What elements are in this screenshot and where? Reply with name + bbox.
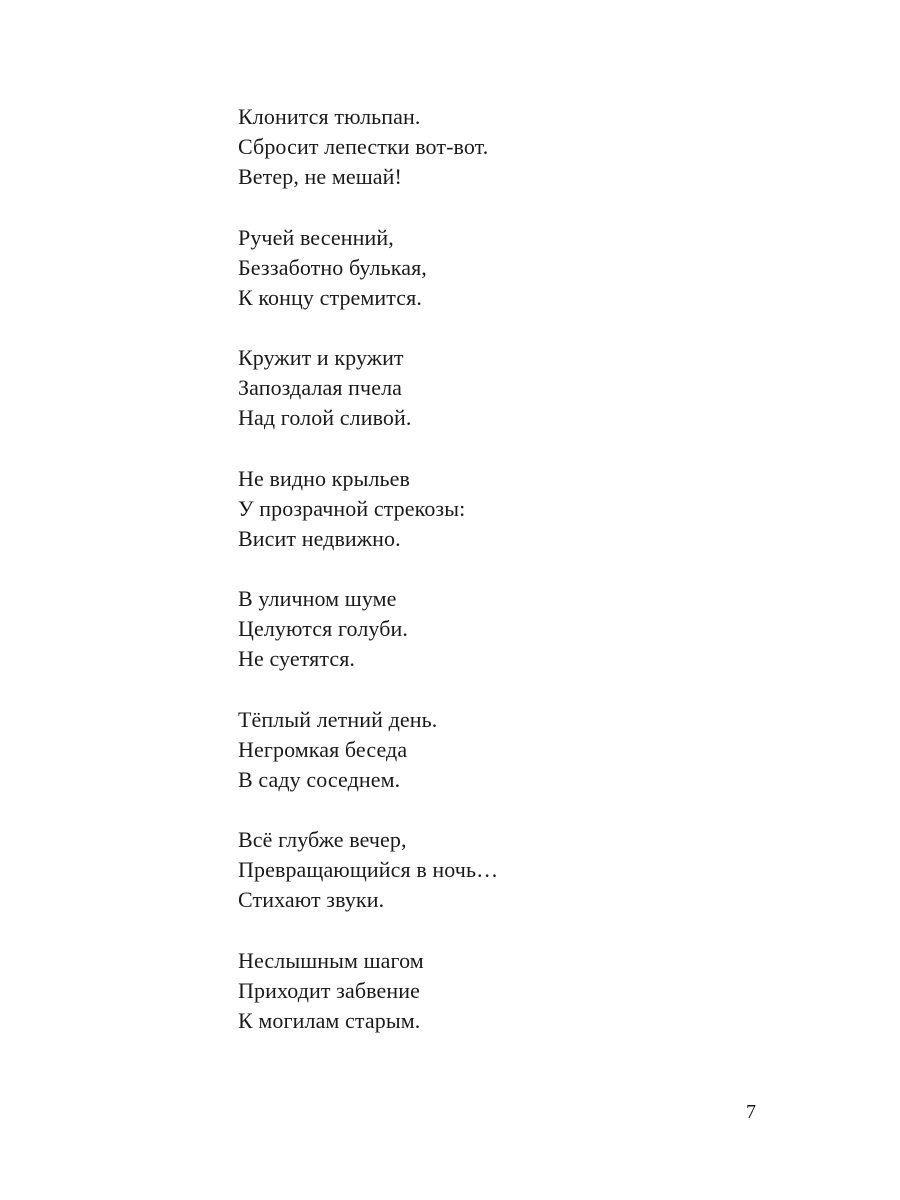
haiku-stanza-1 [238, 102, 798, 223]
poem-line: Висит недвижно. [238, 525, 401, 551]
poem-line: Кружит и кружит [238, 345, 404, 370]
poem-line: Превращающийся в ночь… [238, 857, 499, 883]
poem-line: К могилам старым. [238, 1007, 421, 1033]
poem-line: Не видно крыльев [238, 465, 411, 491]
poem-line: У прозрачной стрекозы: [238, 495, 466, 521]
poem-line: Над голой сливой. [238, 405, 412, 431]
haiku-stanza-2 [238, 223, 798, 344]
poem-line: Неслышным шагом [238, 947, 424, 973]
poem-line: В саду соседнем. [238, 766, 401, 792]
poem-line: Беззаботно булькая, [238, 254, 427, 280]
page-number: 7 [746, 1101, 756, 1123]
poem-line: К концу стремится. [238, 284, 422, 310]
poem-line: В уличном шуме [238, 586, 397, 611]
poem-line: Негромкая беседа [238, 736, 408, 762]
poem-line: Не суетятся. [238, 646, 356, 672]
haiku-stanza-8 [238, 946, 798, 1067]
poem-line: Приходит забвение [238, 977, 420, 1003]
poem-line: Тёплый летний день. [238, 706, 438, 732]
poem-line: Стихают звуки. [238, 887, 385, 913]
haiku-stanza-6 [238, 705, 798, 826]
haiku-stanza-7 [238, 825, 798, 946]
poem-line: Всё глубже вечер, [238, 827, 407, 852]
haiku-stanza-4 [238, 464, 798, 585]
haiku-collection [238, 102, 798, 1066]
poem-line: Ручей весенний, [238, 224, 394, 250]
poem-line: Клонится тюльпан. [238, 104, 421, 129]
haiku-stanza-3 [238, 343, 798, 464]
poem-line: Запоздалая пчела [238, 375, 403, 401]
poem-line: Ветер, не мешай! [238, 164, 402, 190]
haiku-stanza-5 [238, 584, 798, 705]
poem-line: Сбросит лепестки вот-вот. [238, 134, 489, 160]
poem-line: Целуются голуби. [238, 616, 408, 642]
